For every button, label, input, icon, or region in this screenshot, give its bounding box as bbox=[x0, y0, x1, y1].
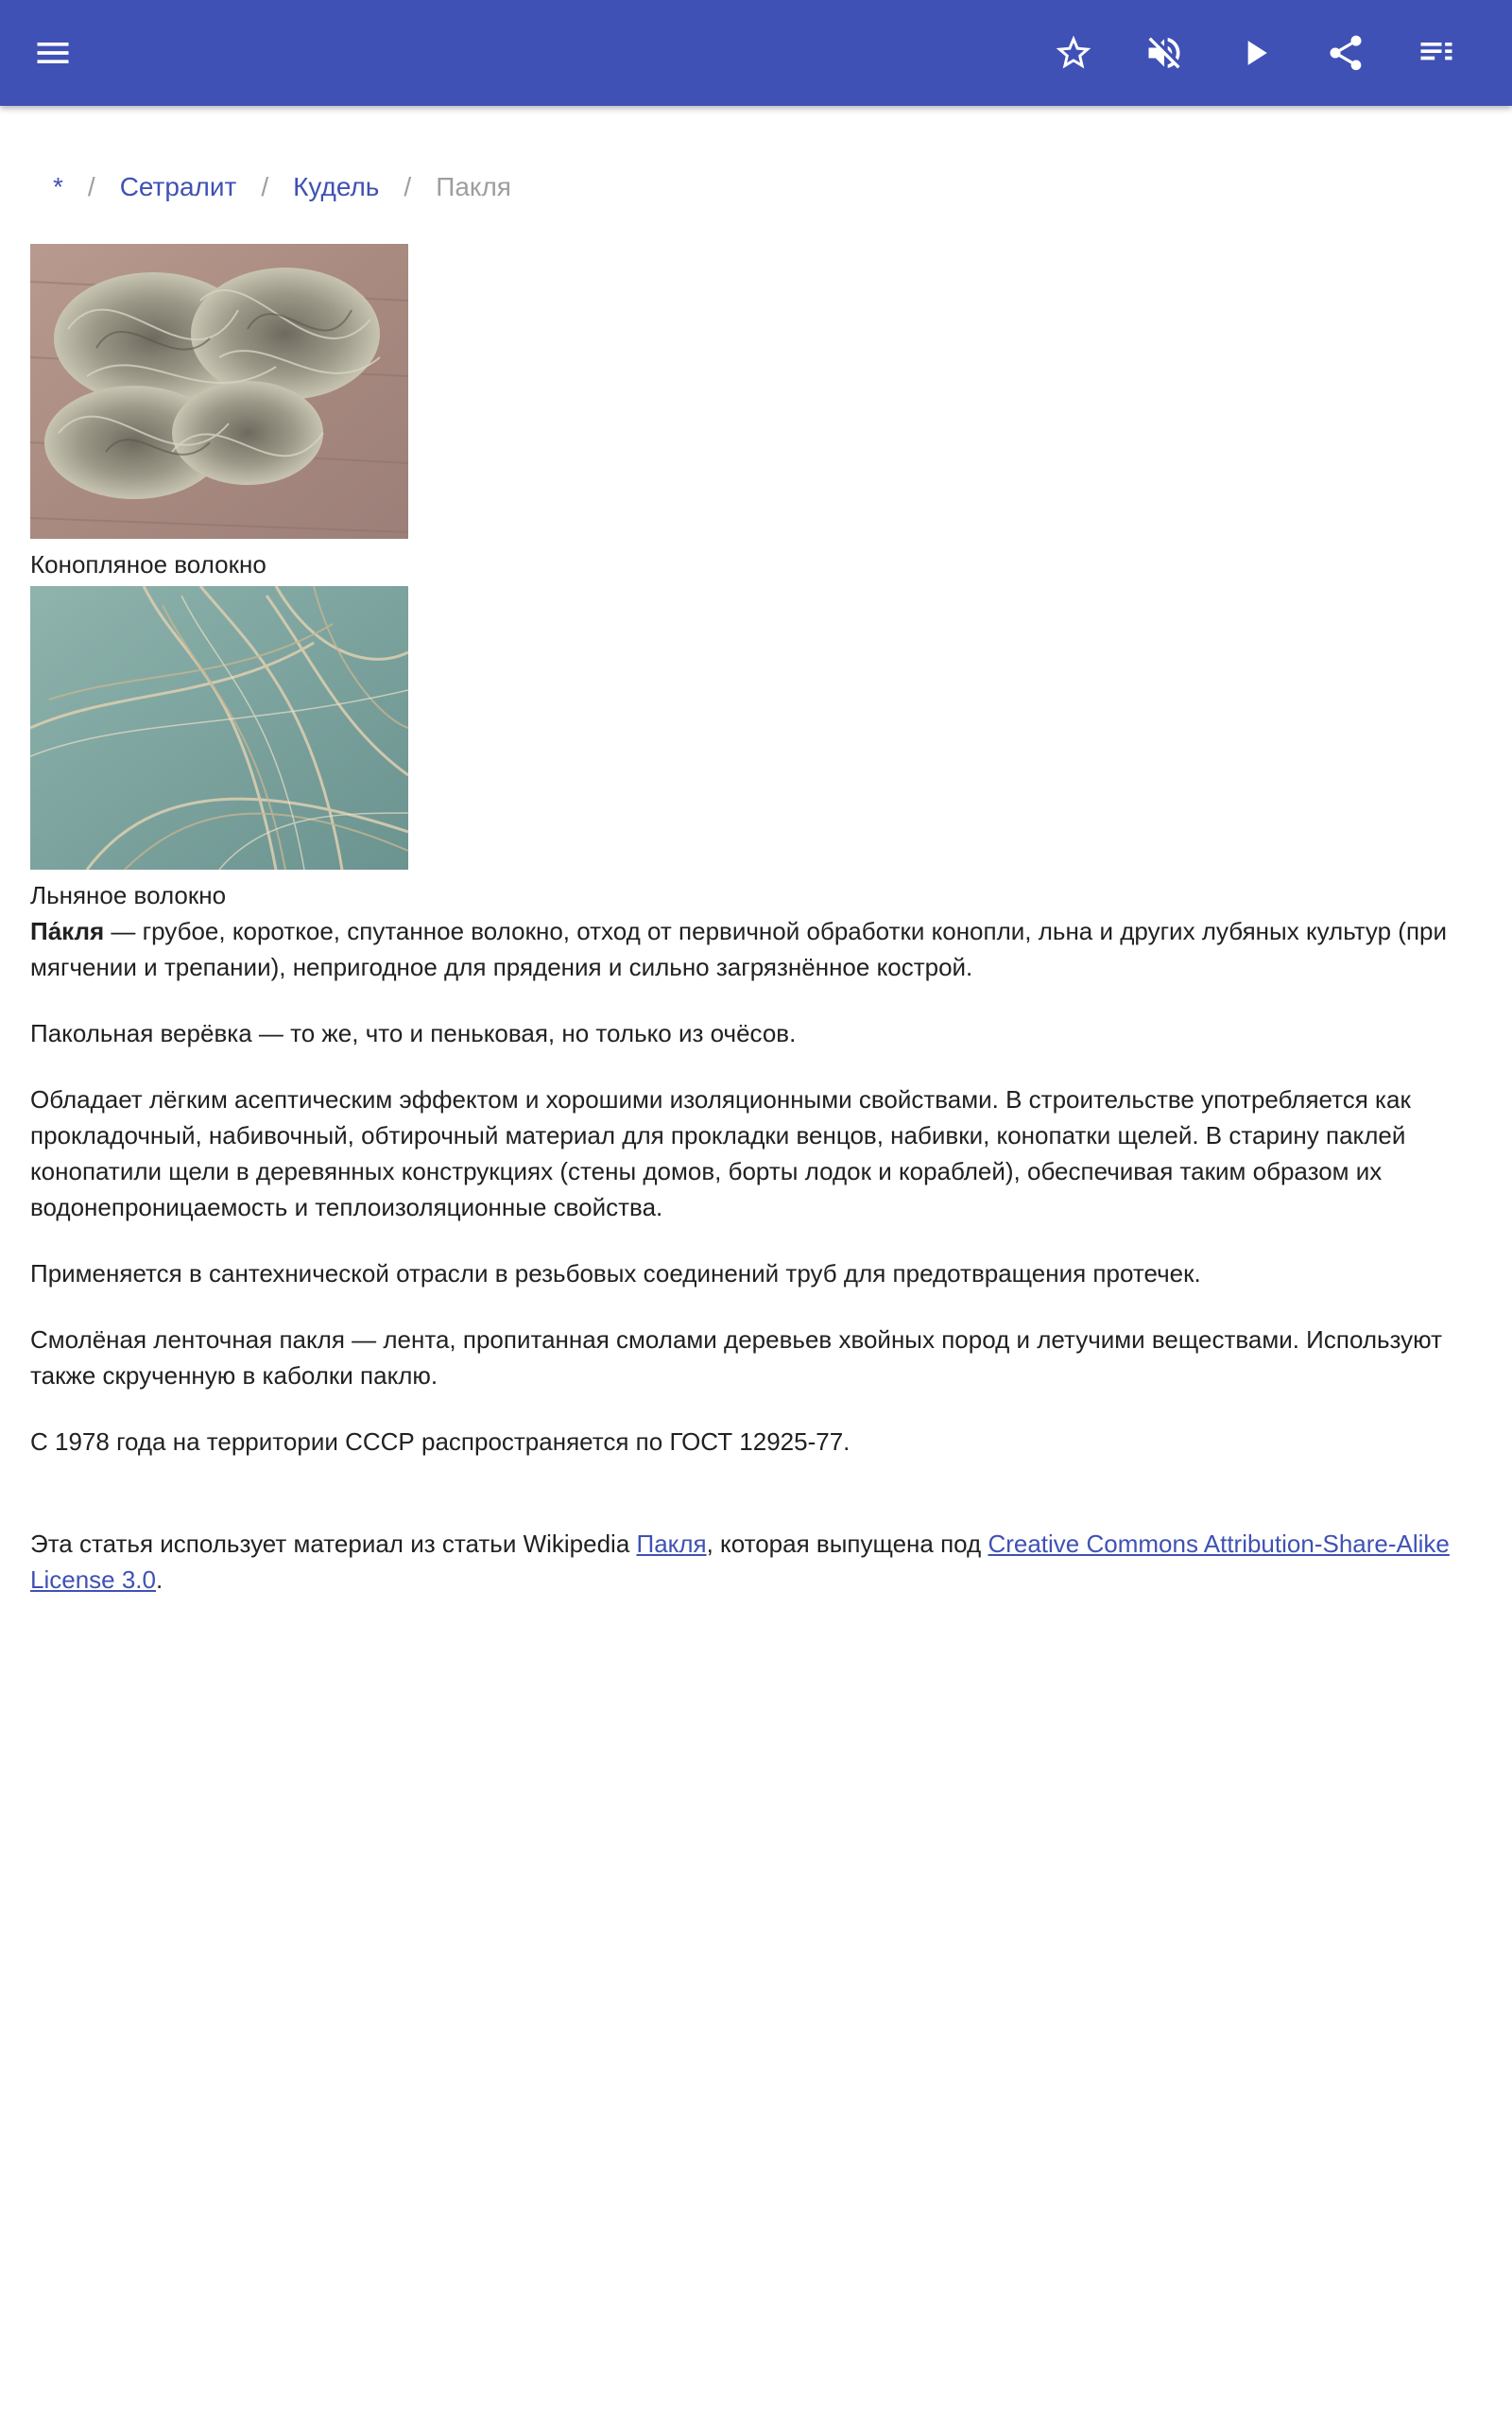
flax-fiber-image[interactable] bbox=[30, 586, 408, 870]
breadcrumb-separator: / bbox=[404, 172, 412, 201]
figure-caption-hemp: Конопляное волокно bbox=[30, 550, 266, 579]
volume-off-icon[interactable] bbox=[1134, 23, 1194, 83]
paragraph: Смолёная ленточная пакля — лента, пропитанная смолами деревьев хвойных пород и летучими веществами. Используют также скрученную в каболки паклю. bbox=[30, 1325, 1443, 1390]
intro-text: — грубое, короткое, спутанное волокно, отход от первичной обработки конопли, льна и других лубяных культур (при мягчении и трепании), непригодное для прядения и сильно загрязнённое кострой. bbox=[30, 917, 1448, 981]
paragraph: С 1978 года на территории СССР распространяется по ГОСТ 12925-77. bbox=[30, 1427, 850, 1456]
breadcrumb-item-root[interactable]: * bbox=[53, 172, 63, 201]
menu-icon[interactable] bbox=[23, 23, 83, 83]
star-outline-icon[interactable] bbox=[1043, 23, 1104, 83]
breadcrumb-current: Пакля bbox=[436, 172, 511, 201]
app-bar bbox=[0, 0, 1512, 106]
paragraph: Применяется в сантехнической отрасли в резьбовых соединений труб для предотвращения протечек. bbox=[30, 1259, 1201, 1288]
breadcrumb-item-kudel[interactable]: Кудель bbox=[293, 172, 380, 201]
license-attribution bbox=[30, 1526, 1482, 1598]
article-body bbox=[30, 913, 1482, 1490]
wikipedia-article-link[interactable]: Пакля bbox=[636, 1530, 707, 1558]
attribution-middle: , которая выпущена под bbox=[706, 1530, 988, 1558]
paragraph: Пакольная верёвка — то же, что и пеньковая, но только из очёсов. bbox=[30, 1019, 797, 1047]
intro-paragraph bbox=[30, 913, 1482, 985]
breadcrumb bbox=[53, 168, 511, 206]
hemp-fiber-image[interactable] bbox=[30, 244, 408, 539]
paragraph: Обладает лёгким асептическим эффектом и хорошими изоляционными свойствами. В строительстве употребляется как прокладочный, набивочный, обтирочный материал для прокладки венцов, набивки, конопатки щелей. В старину паклей конопатили щели в деревянных конструкциях (стены домов, борты лодок и кораблей), обеспечивая таким образом их водонепроницаемость и теплоизоляционные свойства. bbox=[30, 1085, 1411, 1221]
playlist-icon[interactable] bbox=[1406, 23, 1467, 83]
breadcrumb-separator: / bbox=[87, 172, 95, 201]
play-icon[interactable] bbox=[1225, 23, 1285, 83]
breadcrumb-separator: / bbox=[261, 172, 269, 201]
license-link[interactable]: Creative Commons Attribution-Share-Alike License 3.0 bbox=[30, 1530, 1450, 1594]
figure-caption-flax: Льняное волокно bbox=[30, 881, 227, 909]
article-term: Па́кля bbox=[30, 917, 105, 945]
attribution-suffix: . bbox=[155, 1565, 163, 1594]
breadcrumb-item-setralit[interactable]: Сетралит bbox=[119, 172, 237, 201]
attribution-prefix: Эта статья использует материал из статьи Wikipedia bbox=[30, 1530, 637, 1558]
share-icon[interactable] bbox=[1315, 23, 1376, 83]
